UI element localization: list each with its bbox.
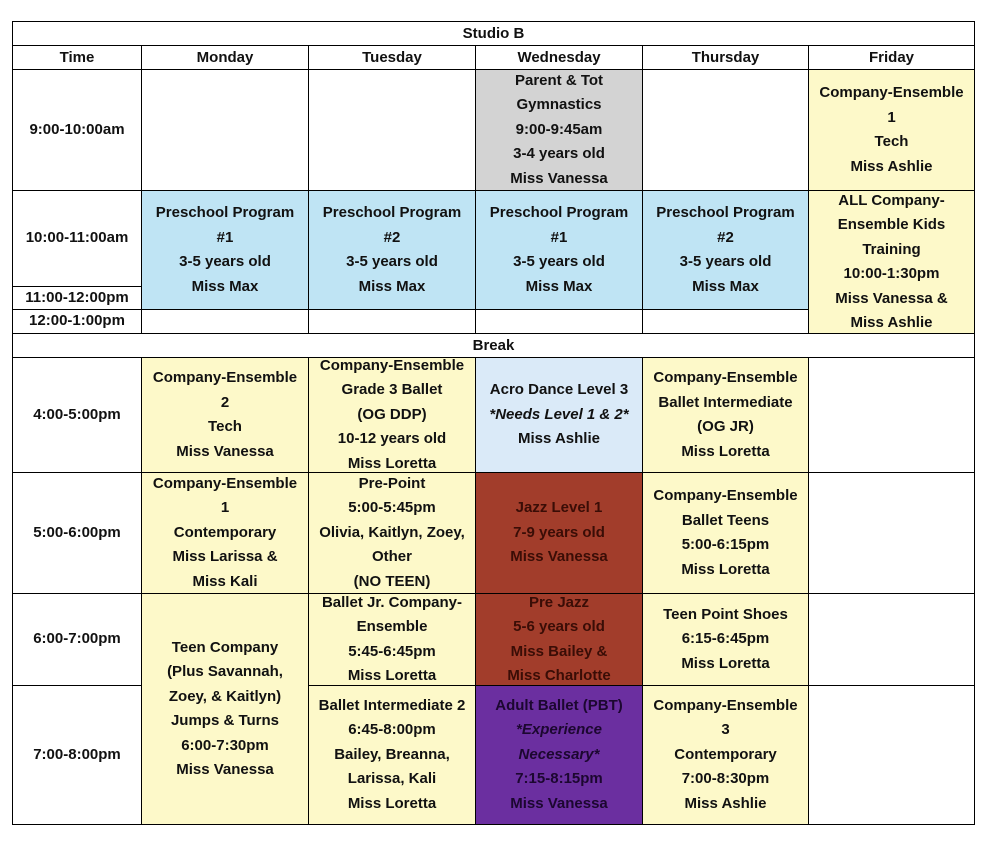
class-cell-preschool-wednesday: Preschool Program #1 3-5 years old Miss Max — [475, 190, 643, 310]
empty-cell — [642, 309, 809, 334]
empty-cell — [808, 593, 975, 686]
empty-cell — [308, 309, 476, 334]
time-slot: 9:00-10:00am — [12, 69, 142, 191]
class-cell-pre-jazz: Pre Jazz 5-6 years old Miss Bailey & Miss Charlotte — [475, 593, 643, 686]
time-slot: 7:00-8:00pm — [12, 685, 142, 825]
time-slot: 6:00-7:00pm — [12, 593, 142, 686]
empty-cell — [141, 309, 309, 334]
class-cell-teen-company: Teen Company (Plus Savannah, Zoey, & Kaitlyn) Jumps & Turns 6:00-7:30pm Miss Vanessa — [141, 593, 309, 825]
class-cell-pre-point: Pre-Point 5:00-5:45pm Olivia, Kaitlyn, Zoey, Other (NO TEEN) — [308, 472, 476, 594]
class-cell-company-ensemble-1-tech: Company-Ensemble 1 Tech Miss Ashlie — [808, 69, 975, 191]
class-cell-company-ensemble-2-tech: Company-Ensemble 2 Tech Miss Vanessa — [141, 357, 309, 473]
empty-cell — [808, 357, 975, 473]
time-slot: 5:00-6:00pm — [12, 472, 142, 594]
class-cell-preschool-thursday: Preschool Program #2 3-5 years old Miss Max — [642, 190, 809, 310]
header-time: Time — [12, 45, 142, 70]
empty-cell — [141, 69, 309, 191]
empty-cell — [642, 69, 809, 191]
empty-cell — [475, 309, 643, 334]
header-wednesday: Wednesday — [475, 45, 643, 70]
class-cell-all-company-ensemble-training: ALL Company- Ensemble Kids Training 10:00-1:30pm Miss Vanessa & Miss Ashlie — [808, 190, 975, 334]
class-cell-ballet-intermediate: Company-Ensemble Ballet Intermediate (OG JR) Miss Loretta — [642, 357, 809, 473]
class-cell-parent-tot-gymnastics: Parent & Tot Gymnastics 9:00-9:45am 3-4 years old Miss Vanessa — [475, 69, 643, 191]
header-friday: Friday — [808, 45, 975, 70]
class-cell-preschool-tuesday: Preschool Program #2 3-5 years old Miss Max — [308, 190, 476, 310]
empty-cell — [808, 472, 975, 594]
class-cell-ballet-jr-company-ensemble: Ballet Jr. Company- Ensemble 5:45-6:45pm Miss Loretta — [308, 593, 476, 686]
class-cell-preschool-monday: Preschool Program #1 3-5 years old Miss Max — [141, 190, 309, 310]
time-slot: 10:00-11:00am — [12, 190, 142, 287]
header-tuesday: Tuesday — [308, 45, 476, 70]
time-slot: 11:00-12:00pm — [12, 286, 142, 310]
time-slot: 12:00-1:00pm — [12, 309, 142, 334]
header-monday: Monday — [141, 45, 309, 70]
class-cell-adult-ballet: Adult Ballet (PBT) *Experience Necessary* 7:15-8:15pm Miss Vanessa — [475, 685, 643, 825]
class-cell-company-ensemble-1-contemporary: Company-Ensemble 1 Contemporary Miss Larissa & Miss Kali — [141, 472, 309, 594]
class-cell-ballet-teens: Company-Ensemble Ballet Teens 5:00-6:15pm Miss Loretta — [642, 472, 809, 594]
header-thursday: Thursday — [642, 45, 809, 70]
class-cell-grade-3-ballet: Company-Ensemble Grade 3 Ballet (OG DDP) 10-12 years old Miss Loretta — [308, 357, 476, 473]
time-slot: 4:00-5:00pm — [12, 357, 142, 473]
class-cell-teen-point-shoes: Teen Point Shoes 6:15-6:45pm Miss Loretta — [642, 593, 809, 686]
class-cell-ballet-intermediate-2: Ballet Intermediate 2 6:45-8:00pm Bailey, Breanna, Larissa, Kali Miss Loretta — [308, 685, 476, 825]
empty-cell — [808, 685, 975, 825]
class-cell-acro-dance-level-3: Acro Dance Level 3 *Needs Level 1 & 2* Miss Ashlie — [475, 357, 643, 473]
break-row: Break — [12, 333, 975, 358]
class-cell-jazz-level-1: Jazz Level 1 7-9 years old Miss Vanessa — [475, 472, 643, 594]
class-cell-company-ensemble-3-contemporary: Company-Ensemble 3 Contemporary 7:00-8:30pm Miss Ashlie — [642, 685, 809, 825]
empty-cell — [308, 69, 476, 191]
studio-title: Studio B — [12, 21, 975, 46]
